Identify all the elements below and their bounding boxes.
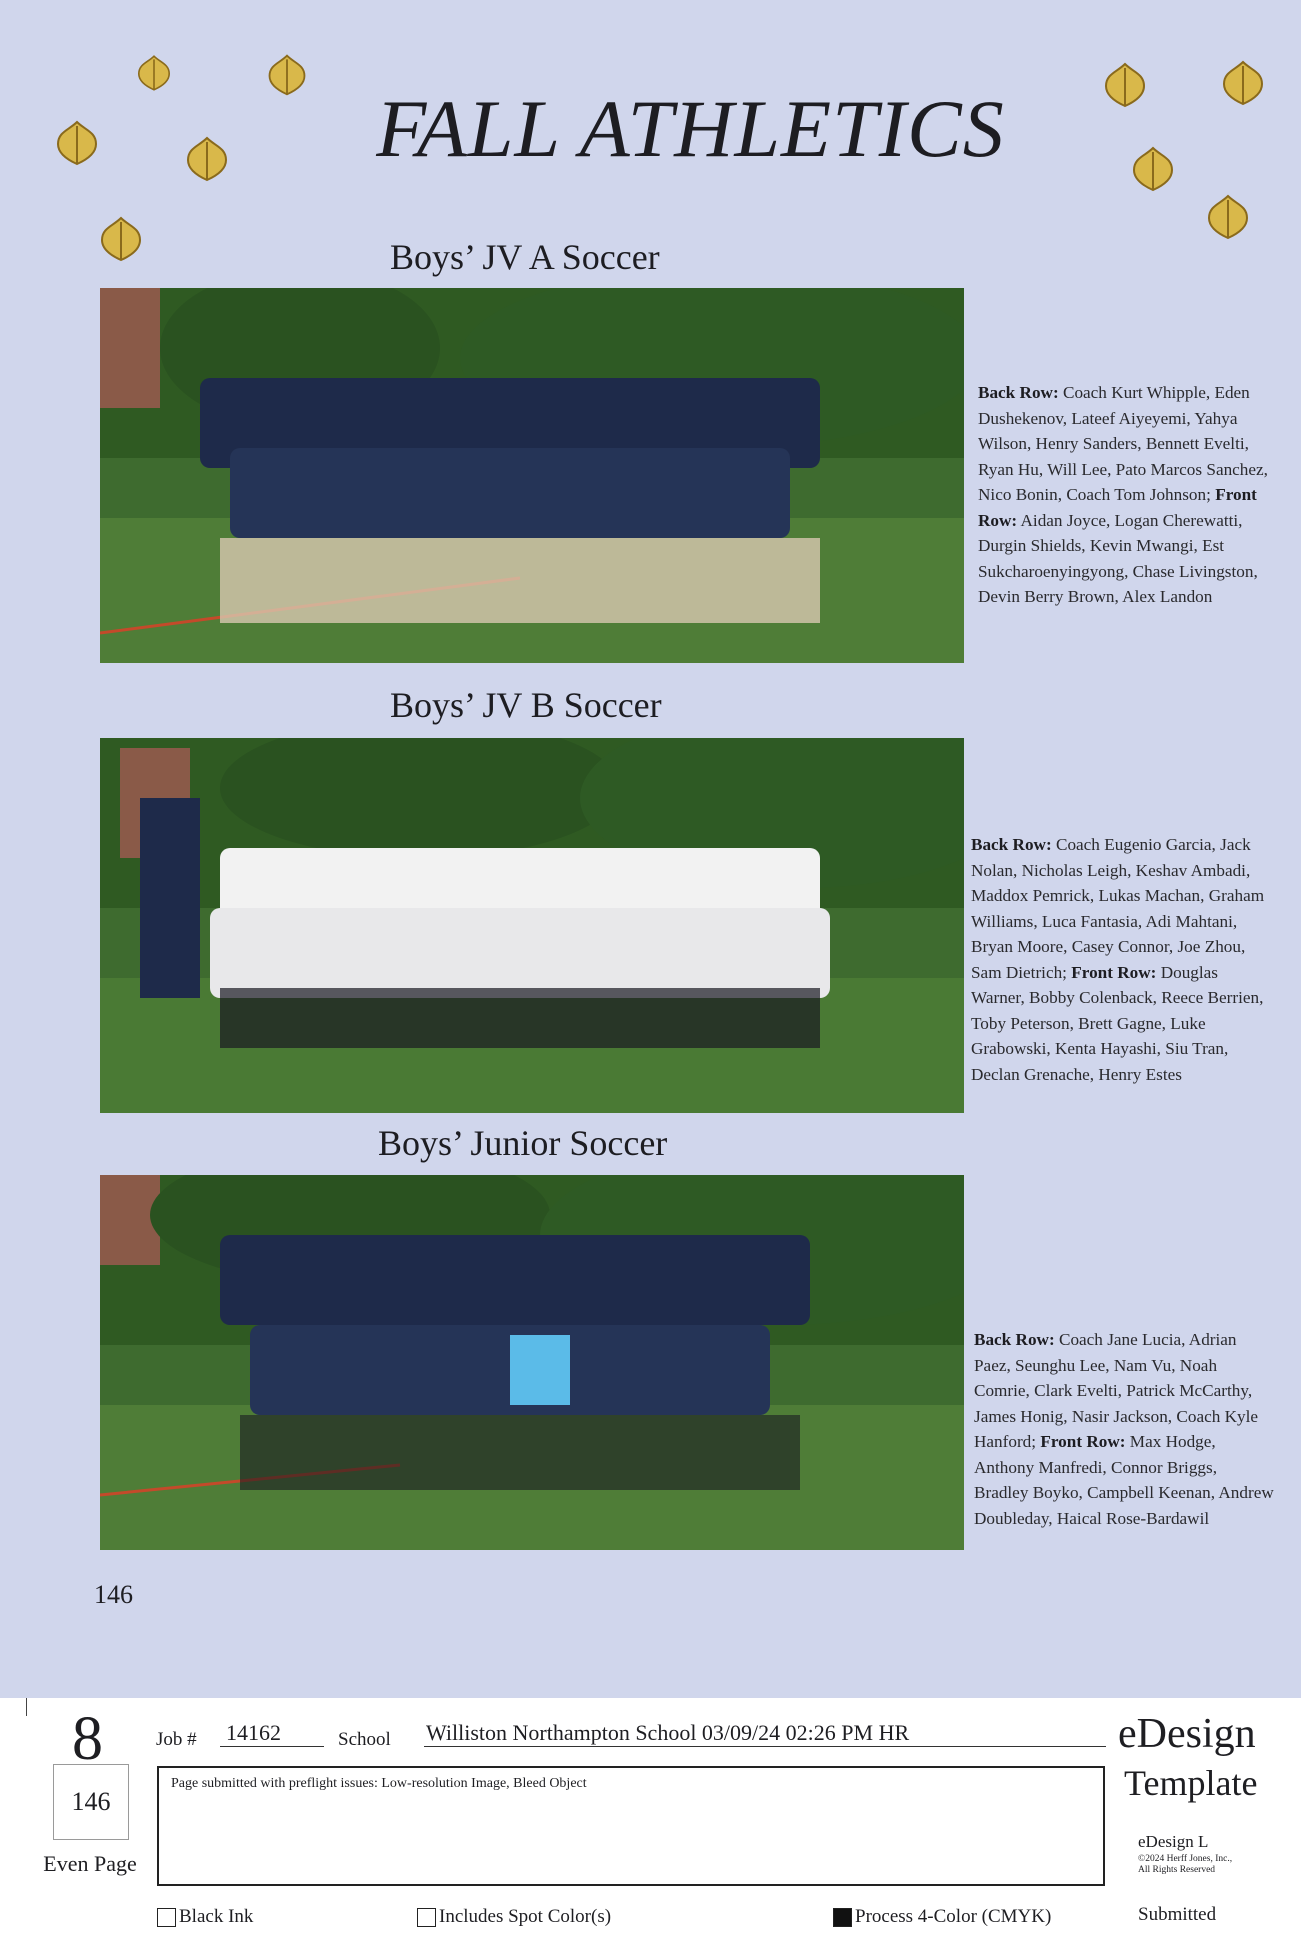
front-row-names: Max Hodge, Anthony Manfredi, Connor Briggs, Bradley Boyko, Campbell Keenan, Andrew Doubleday, Haical Rose-Bardawil [974, 1432, 1274, 1528]
front-row-names: Aidan Joyce, Logan Cherewatti, Durgin Shields, Kevin Mwangi, Est Sukcharoenyingyong, Chase Livingston, Devin Berry Brown, Alex Landon [978, 510, 1258, 606]
front-row-label: Front Row: [978, 485, 1257, 530]
spot-color-label: Includes Spot Color(s) [439, 1906, 612, 1927]
copyright [1138, 1854, 1278, 1876]
page-side-label: Even Page [43, 1851, 137, 1876]
job-number-field: 14162 [220, 1720, 324, 1747]
leaf-icon [96, 214, 146, 264]
team-photo [100, 738, 964, 1113]
edesign-slug [0, 1698, 1301, 1951]
cmyk-option[interactable] [833, 1906, 1051, 1928]
section-heading: Boys’ Junior Soccer [378, 1123, 668, 1163]
front-row-label: Front Row: [1040, 1432, 1126, 1451]
roster-caption [974, 1327, 1274, 1531]
team-photo [100, 288, 964, 663]
job-label: Job # [156, 1729, 197, 1750]
back-row-names: Coach Jane Lucia, Adrian Paez, Seunghu Lee, Nam Vu, Noah Comrie, Clark Evelti, Patrick McCarthy, James Honig, Nasir Jackson, Coach Kyle Hanford; [974, 1330, 1259, 1451]
back-row-label: Back Row: [971, 835, 1052, 854]
roster-caption [971, 832, 1271, 1087]
back-row-label: Back Row: [974, 1330, 1055, 1349]
page-title: FALL ATHLETICS [376, 83, 1005, 174]
edesign-level: eDesign L [1138, 1832, 1209, 1851]
checkbox-checked-icon[interactable] [833, 1908, 852, 1927]
black-ink-label: Black Ink [179, 1906, 254, 1927]
submitted-label: Submitted [1138, 1904, 1217, 1925]
checkbox-icon[interactable] [417, 1908, 436, 1927]
black-ink-option[interactable] [157, 1906, 253, 1928]
page-number-box: 146 [53, 1764, 129, 1840]
team-photo [100, 1175, 964, 1550]
preflight-notes: Page submitted with preflight issues: Low-resolution Image, Bleed Object [157, 1766, 1105, 1886]
school-label: School [338, 1729, 391, 1750]
section-heading: Boys’ JV B Soccer [390, 685, 662, 725]
copyright-line: All Rights Reserved [1138, 1865, 1216, 1875]
back-row-names: Coach Kurt Whipple, Eden Dushekenov, Lateef Aiyeyemi, Yahya Wilson, Henry Sanders, Bennett Evelti, Ryan Hu, Will Lee, Pato Marcos Sanchez, Nico Bonin, Coach Tom Johnson; [978, 383, 1268, 504]
back-row-names: Coach Eugenio Garcia, Jack Nolan, Nicholas Leigh, Keshav Ambadi, Maddox Pemrick, Lukas Machan, Graham Williams, Luca Fantasia, Adi Mahtani, Bryan Moore, Casey Connor, Joe Zhou, Sam Dietrich; [971, 835, 1265, 982]
brand-template: Template [1124, 1763, 1258, 1803]
spot-color-option[interactable] [417, 1906, 611, 1928]
school-field: Williston Northampton School 03/09/24 02:26 PM HR [424, 1720, 1106, 1747]
page-number: 146 [94, 1580, 133, 1609]
trim-mark [26, 1698, 27, 1716]
leaf-icon [1200, 192, 1256, 242]
spread-number: 8 [72, 1705, 103, 1773]
brand-edesign: eDesign [1118, 1711, 1256, 1757]
cmyk-label: Process 4-Color (CMYK) [855, 1906, 1052, 1927]
front-row-names: Douglas Warner, Bobby Colenback, Reece Berrien, Toby Peterson, Brett Gagne, Luke Grabowski, Kenta Hayashi, Siu Tran, Declan Grenache, Henry Estes [971, 962, 1264, 1084]
front-row-label: Front Row: [1071, 962, 1157, 982]
roster-caption [978, 380, 1278, 610]
checkbox-icon[interactable] [157, 1908, 176, 1927]
copyright-line: ©2024 Herff Jones, Inc., [1138, 1854, 1233, 1864]
back-row-label: Back Row: [978, 383, 1059, 402]
section-heading: Boys’ JV A Soccer [390, 237, 660, 277]
